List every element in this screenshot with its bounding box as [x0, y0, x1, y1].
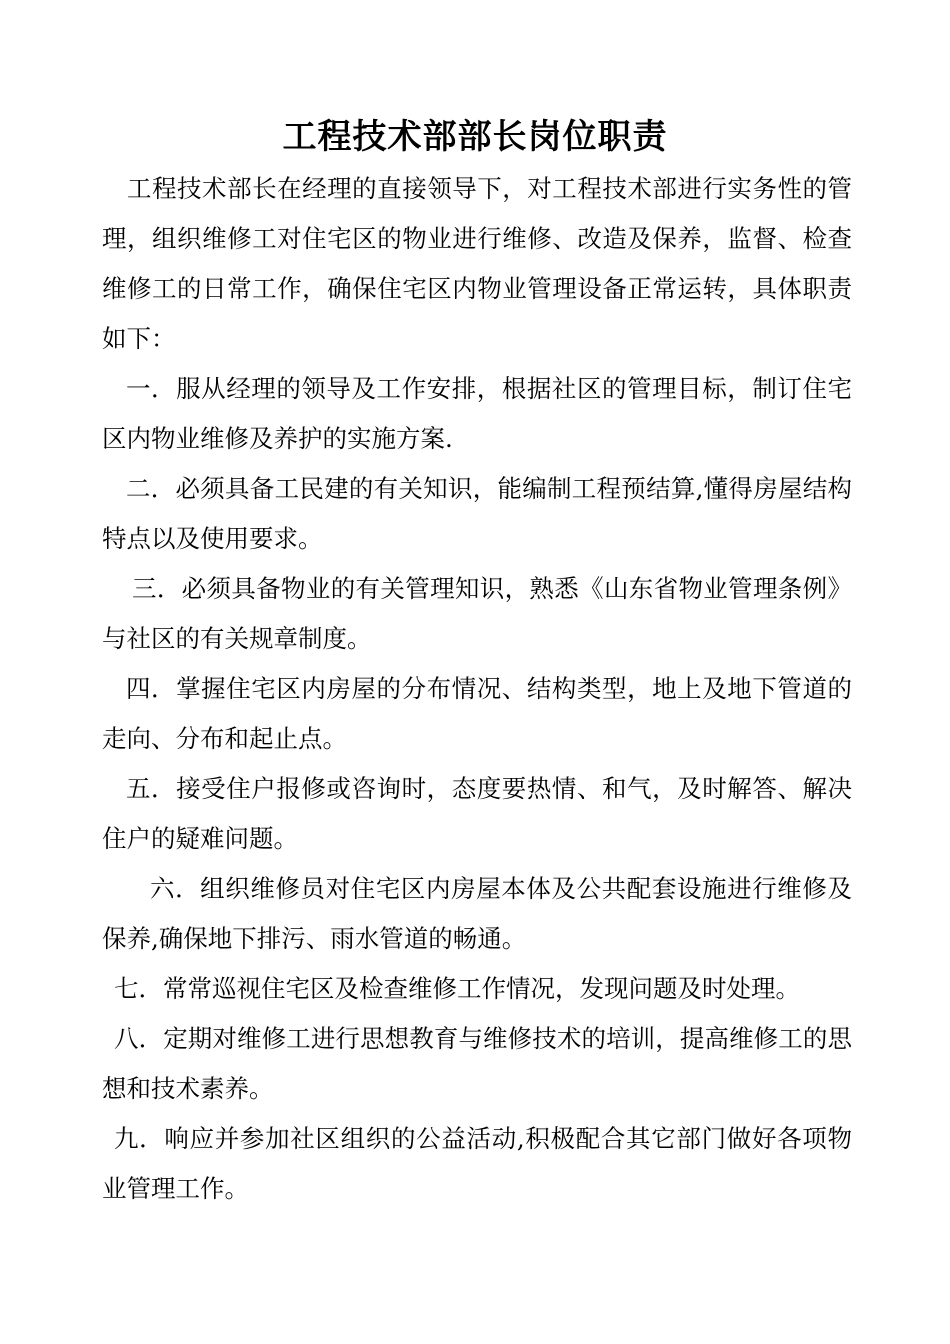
duty-item-3: 三．必须具备物业的有关管理知识，熟悉《山东省物业管理条例》与社区的有关规章制度。 [102, 574, 852, 653]
duty-item-9: 九．响应并参加社区组织的公益活动,积极配合其它部门做好各项物业管理工作。 [102, 1124, 852, 1203]
duty-item-1: 一．服从经理的领导及工作安排，根据社区的管理目标，制订住宅区内物业维修及养护的实施方案. [102, 374, 852, 453]
duty-item-5: 五．接受住户报修或咨询时，态度要热情、和气，及时解答、解决住户的疑难问题。 [102, 774, 852, 853]
duty-item-7: 七．常常巡视住宅区及检查维修工作情况，发现问题及时处理。 [114, 974, 800, 1003]
document-title: 工程技术部部长岗位职责 [282, 117, 668, 157]
intro-paragraph: 工程技术部长在经理的直接领导下，对工程技术部进行实务性的管理，组织维修工对住宅区的物业进行维修、改造及保养，监督、检查维修工的日常工作，确保住宅区内物业管理设备正常运转，具体职责如下： [102, 174, 852, 353]
duty-item-8: 八．定期对维修工进行思想教育与维修技术的培训，提高维修工的思想和技术素养。 [102, 1024, 852, 1103]
duty-item-4: 四．掌握住宅区内房屋的分布情况、结构类型，地上及地下管道的走向、分布和起止点。 [102, 674, 852, 753]
duty-item-6: 六．组织维修员对住宅区内房屋本体及公共配套设施进行维修及保养,确保地下排污、雨水管道的畅通。 [102, 874, 852, 953]
duty-item-2: 二．必须具备工民建的有关知识，能编制工程预结算,懂得房屋结构特点以及使用要求。 [102, 474, 852, 553]
